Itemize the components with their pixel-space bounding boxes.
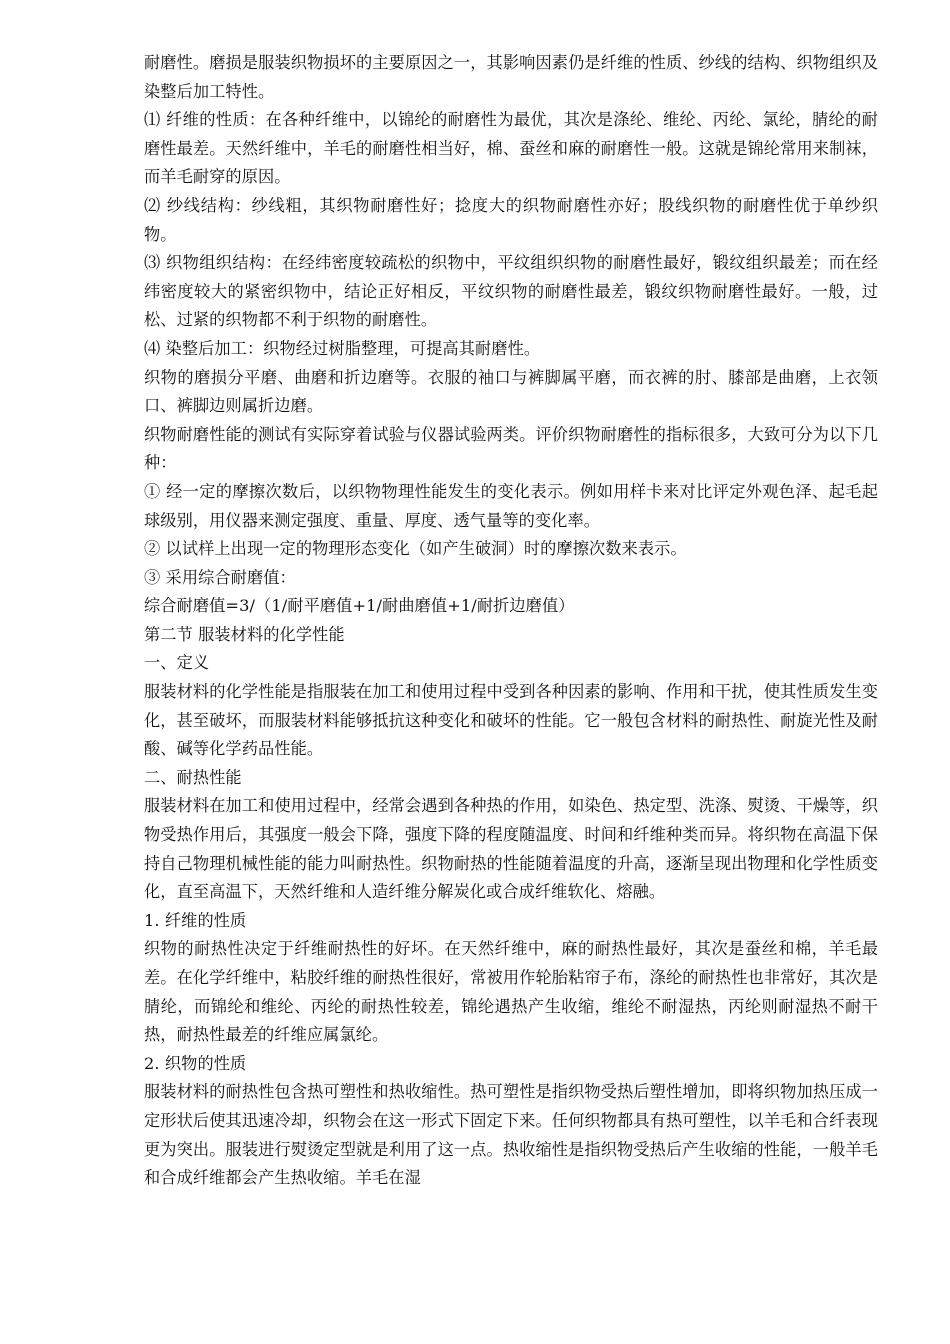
paragraph-yarn-structure: ⑵ 纱线结构：纱线粗，其织物耐磨性好；捻度大的织物耐磨性亦好；股线织物的耐磨性优于单纱织物。 bbox=[144, 195, 878, 244]
paragraph-definition: 服装材料的化学性能是指服装在加工和使用过程中受到各种因素的影响、作用和干扰，使其性质发生变化，甚至破坏，而服装材料能够抵抗这种变化和破坏的性能。它一般包含材料的耐热性、耐旋光性及耐酸、碱等化学药品性能。 bbox=[144, 682, 878, 759]
paragraph-abrasion-intro: 耐磨性。磨损是服装织物损坏的主要原因之一，其影响因素仍是纤维的性质、纱线的结构、织物组织及染整后加工特性。 bbox=[144, 53, 878, 101]
paragraph-fabric-heat: 服装材料的耐热性包含热可塑性和热收缩性。热可塑性是指织物受热后塑性增加，即将织物加热压成一定形状后使其迅速冷却，织物会在这一形式下固定下来。任何织物都具有热可塑性，以羊毛和合纤表现更为突出。服装进行熨烫定型就是利用了这一点。热收缩性是指织物受热后产生收缩的性能，一般羊毛和合成纤维都会产生热收缩。羊毛在湿 bbox=[144, 1082, 878, 1188]
list-item-method-2: ② 以试样上出现一定的物理形态变化（如产生破洞）时的摩擦次数来表示。 bbox=[144, 539, 687, 559]
paragraph-abrasion-testing: 织物耐磨性能的测试有实际穿着试验与仪器试验两类。评价织物耐磨性的指标很多，大致可分为以下几种： bbox=[144, 424, 878, 473]
numbered-heading-1: 1. 纤维的性质 bbox=[144, 910, 247, 930]
list-item-method-1: ① 经一定的摩擦次数后，以织物物理性能发生的变化表示。例如用样卡来对比评定外观色泽、起毛起球级别，用仪器来测定强度、重量、厚度、透气量等的变化率。 bbox=[144, 481, 878, 530]
paragraph-abrasion-types: 织物的磨损分平磨、曲磨和折边磨等。衣服的袖口与裤脚属平磨，而衣裤的肘、膝部是曲磨，上衣领口、裤脚边则属折边磨。 bbox=[144, 367, 878, 416]
subheading-definition: 一、定义 bbox=[144, 653, 210, 673]
document-page bbox=[144, 49, 878, 1193]
numbered-heading-2: 2. 织物的性质 bbox=[144, 1053, 247, 1073]
paragraph-heat-resistance: 服装材料在加工和使用过程中，经常会遇到各种热的作用，如染色、热定型、洗涤、熨烫、干燥等，织物受热作用后，其强度一般会下降，强度下降的程度随温度、时间和纤维种类而异。将织物在高温下保持自己物理机械性能的能力叫耐热性。织物耐热的性能随着温度的升高，逐渐呈现出物理和化学性质变化，直至高温下，天然纤维和人造纤维分解炭化或合成纤维软化、熔融。 bbox=[144, 796, 878, 902]
paragraph-fiber-properties: ⑴ 纤维的性质：在各种纤维中，以锦纶的耐磨性为最优，其次是涤纶、维纶、丙纶、氯纶，腈纶的耐磨性最差。天然纤维中，羊毛的耐磨性相当好，棉、蚕丝和麻的耐磨性一般。这就是锦纶常用来制袜，而羊毛耐穿的原因。 bbox=[144, 110, 878, 187]
list-item-method-3: ③ 采用综合耐磨值： bbox=[144, 567, 296, 587]
paragraph-fiber-heat: 织物的耐热性决定于纤维耐热性的好坏。在天然纤维中，麻的耐热性最好，其次是蚕丝和棉，羊毛最差。在化学纤维中，粘胶纤维的耐热性很好，常被用作轮胎粘帘子布，涤纶的耐热性也非常好，其次是腈纶，而锦纶和维纶、丙纶的耐热性较差，锦纶遇热产生收缩，维纶不耐湿热，丙纶则耐湿热不耐干热，耐热性最差的纤维应属氯纶。 bbox=[144, 939, 878, 1045]
section-heading: 第二节 服装材料的化学性能 bbox=[144, 624, 345, 644]
paragraph-weave-structure: ⑶ 织物组织结构：在经纬密度较疏松的织物中，平纹组织织物的耐磨性最好，锻纹组织最差；而在经纬密度较大的紧密织物中，结论正好相反，平纹织物的耐磨性最差，锻纹织物耐磨性最好。一般，过松、过紧的织物都不利于织物的耐磨性。 bbox=[144, 253, 878, 330]
formula-line: 综合耐磨值=3/（1/耐平磨值+1/耐曲磨值+1/耐折边磨值） bbox=[144, 596, 575, 616]
paragraph-finishing: ⑷ 染整后加工：织物经过树脂整理，可提高其耐磨性。 bbox=[144, 338, 541, 358]
subheading-heat-resistance: 二、耐热性能 bbox=[144, 767, 242, 787]
